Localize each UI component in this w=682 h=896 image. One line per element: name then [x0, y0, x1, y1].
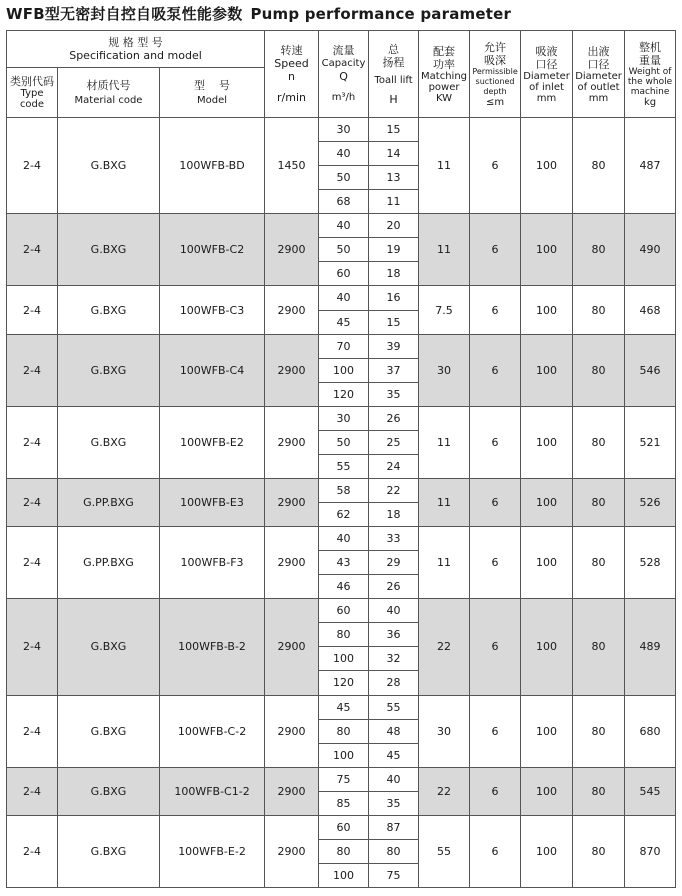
capacity-cell: 55 [319, 454, 369, 478]
depth-cell: 6 [470, 527, 521, 599]
lift-cell: 48 [369, 719, 419, 743]
type-code-cell: 2-4 [7, 406, 58, 478]
type-code-cell: 2-4 [7, 214, 58, 286]
material-code-cell: G.BXG [58, 214, 160, 286]
lift-cell: 40 [369, 767, 419, 791]
speed-cell: 2900 [265, 214, 319, 286]
capacity-cell: 62 [319, 503, 369, 527]
speed-cell: 1450 [265, 118, 319, 214]
capacity-cell: 100 [319, 743, 369, 767]
page-title [6, 3, 676, 25]
lift-cell: 24 [369, 454, 419, 478]
table-row [7, 406, 676, 430]
inlet-cell: 100 [521, 214, 573, 286]
lift-cell: 14 [369, 142, 419, 166]
type-code-cell: 2-4 [7, 118, 58, 214]
lift-cell: 80 [369, 839, 419, 863]
lift-cell: 36 [369, 623, 419, 647]
capacity-header: 流量 Capacity Q m³/h [319, 31, 369, 118]
table-row [7, 767, 676, 791]
weight-cell: 468 [625, 286, 676, 334]
lift-cell: 15 [369, 310, 419, 334]
model-cell: 100WFB-E-2 [160, 815, 265, 887]
weight-cell: 680 [625, 695, 676, 767]
title-en: Pump performance parameter [250, 5, 512, 23]
power-cell: 30 [419, 334, 470, 406]
capacity-cell: 68 [319, 190, 369, 214]
weight-cell: 528 [625, 527, 676, 599]
material-code-cell: G.BXG [58, 406, 160, 478]
inlet-cell: 100 [521, 286, 573, 334]
depth-cell: 6 [470, 214, 521, 286]
outlet-cell: 80 [573, 118, 625, 214]
inlet-cell: 100 [521, 478, 573, 526]
outlet-cell: 80 [573, 695, 625, 767]
speed-cell: 2900 [265, 406, 319, 478]
capacity-cell: 60 [319, 815, 369, 839]
lift-cell: 26 [369, 406, 419, 430]
weight-header: 整机 重量 Weight of the whole machine kg [625, 31, 676, 118]
lift-cell: 28 [369, 671, 419, 695]
material-code-cell: G.BXG [58, 118, 160, 214]
weight-cell: 521 [625, 406, 676, 478]
capacity-cell: 60 [319, 599, 369, 623]
outlet-cell: 80 [573, 815, 625, 887]
type-code-header: 类别代码 Type code [7, 68, 58, 118]
spec-header: 规 格 型 号 Specification and model [7, 31, 265, 68]
capacity-cell: 50 [319, 430, 369, 454]
outlet-cell: 80 [573, 286, 625, 334]
depth-cell: 6 [470, 118, 521, 214]
table-row [7, 118, 676, 142]
lift-cell: 39 [369, 334, 419, 358]
material-code-cell: G.BXG [58, 599, 160, 695]
performance-table [6, 30, 676, 888]
weight-cell: 490 [625, 214, 676, 286]
speed-cell: 2900 [265, 599, 319, 695]
capacity-cell: 80 [319, 839, 369, 863]
lift-cell: 33 [369, 527, 419, 551]
capacity-cell: 70 [319, 334, 369, 358]
capacity-cell: 40 [319, 527, 369, 551]
outlet-header: 出液 口径 Diameter of outlet mm [573, 31, 625, 118]
speed-cell: 2900 [265, 695, 319, 767]
speed-cell: 2900 [265, 334, 319, 406]
lift-cell: 13 [369, 166, 419, 190]
depth-cell: 6 [470, 815, 521, 887]
power-cell: 7.5 [419, 286, 470, 334]
capacity-cell: 80 [319, 623, 369, 647]
capacity-cell: 80 [319, 719, 369, 743]
inlet-cell: 100 [521, 599, 573, 695]
table-row [7, 695, 676, 719]
capacity-cell: 30 [319, 118, 369, 142]
lift-cell: 25 [369, 430, 419, 454]
material-code-cell: G.PP.BXG [58, 527, 160, 599]
lift-cell: 45 [369, 743, 419, 767]
weight-cell: 546 [625, 334, 676, 406]
capacity-cell: 58 [319, 478, 369, 502]
table-row [7, 478, 676, 502]
speed-cell: 2900 [265, 767, 319, 815]
weight-cell: 870 [625, 815, 676, 887]
power-cell: 30 [419, 695, 470, 767]
type-code-cell: 2-4 [7, 695, 58, 767]
speed-cell: 2900 [265, 527, 319, 599]
power-cell: 11 [419, 214, 470, 286]
model-cell: 100WFB-E2 [160, 406, 265, 478]
capacity-cell: 46 [319, 575, 369, 599]
lift-cell: 15 [369, 118, 419, 142]
lift-cell: 35 [369, 382, 419, 406]
speed-cell: 2900 [265, 815, 319, 887]
model-cell: 100WFB-C3 [160, 286, 265, 334]
type-code-cell: 2-4 [7, 334, 58, 406]
lift-cell: 22 [369, 478, 419, 502]
outlet-cell: 80 [573, 478, 625, 526]
table-row [7, 214, 676, 238]
depth-cell: 6 [470, 334, 521, 406]
speed-header: 转速 Speed n r/min [265, 31, 319, 118]
power-cell: 22 [419, 599, 470, 695]
model-cell: 100WFB-C2 [160, 214, 265, 286]
inlet-cell: 100 [521, 815, 573, 887]
lift-cell: 20 [369, 214, 419, 238]
model-cell: 100WFB-B-2 [160, 599, 265, 695]
type-code-cell: 2-4 [7, 478, 58, 526]
capacity-cell: 45 [319, 310, 369, 334]
lift-cell: 16 [369, 286, 419, 310]
material-code-cell: G.BXG [58, 695, 160, 767]
type-code-cell: 2-4 [7, 815, 58, 887]
model-cell: 100WFB-C1-2 [160, 767, 265, 815]
weight-cell: 545 [625, 767, 676, 815]
weight-cell: 526 [625, 478, 676, 526]
inlet-header: 吸液 口径 Diameter of inlet mm [521, 31, 573, 118]
power-cell: 11 [419, 118, 470, 214]
model-cell: 100WFB-C4 [160, 334, 265, 406]
material-code-cell: G.BXG [58, 767, 160, 815]
outlet-cell: 80 [573, 214, 625, 286]
power-cell: 11 [419, 406, 470, 478]
title-cn: WFB型无密封自控自吸泵性能参数 [6, 5, 243, 23]
lift-cell: 75 [369, 863, 419, 887]
capacity-cell: 50 [319, 166, 369, 190]
inlet-cell: 100 [521, 695, 573, 767]
speed-cell: 2900 [265, 286, 319, 334]
lift-cell: 32 [369, 647, 419, 671]
depth-header: 允许 吸深 Permissible suctioned depth ≤m [470, 31, 521, 118]
table-row [7, 334, 676, 358]
type-code-cell: 2-4 [7, 527, 58, 599]
capacity-cell: 100 [319, 358, 369, 382]
power-cell: 11 [419, 478, 470, 526]
capacity-cell: 30 [319, 406, 369, 430]
lift-cell: 11 [369, 190, 419, 214]
lift-cell: 35 [369, 791, 419, 815]
depth-cell: 6 [470, 695, 521, 767]
inlet-cell: 100 [521, 527, 573, 599]
model-cell: 100WFB-E3 [160, 478, 265, 526]
type-code-cell: 2-4 [7, 599, 58, 695]
lift-cell: 37 [369, 358, 419, 382]
lift-cell: 18 [369, 262, 419, 286]
type-code-cell: 2-4 [7, 286, 58, 334]
table-body [7, 118, 676, 888]
outlet-cell: 80 [573, 334, 625, 406]
depth-cell: 6 [470, 406, 521, 478]
material-code-cell: G.BXG [58, 334, 160, 406]
capacity-cell: 45 [319, 695, 369, 719]
model-header: 型 号 Model [160, 68, 265, 118]
material-code-cell: G.BXG [58, 815, 160, 887]
lift-cell: 19 [369, 238, 419, 262]
lift-cell: 29 [369, 551, 419, 575]
capacity-cell: 100 [319, 863, 369, 887]
outlet-cell: 80 [573, 599, 625, 695]
capacity-cell: 85 [319, 791, 369, 815]
outlet-cell: 80 [573, 767, 625, 815]
weight-cell: 487 [625, 118, 676, 214]
model-cell: 100WFB-C-2 [160, 695, 265, 767]
capacity-cell: 43 [319, 551, 369, 575]
inlet-cell: 100 [521, 334, 573, 406]
capacity-cell: 40 [319, 142, 369, 166]
lift-cell: 26 [369, 575, 419, 599]
depth-cell: 6 [470, 286, 521, 334]
table-row [7, 286, 676, 310]
inlet-cell: 100 [521, 767, 573, 815]
table-row [7, 599, 676, 623]
lift-cell: 55 [369, 695, 419, 719]
inlet-cell: 100 [521, 406, 573, 478]
power-header: 配套 功率 Matching power KW [419, 31, 470, 118]
lift-cell: 87 [369, 815, 419, 839]
capacity-cell: 40 [319, 214, 369, 238]
depth-cell: 6 [470, 478, 521, 526]
power-cell: 11 [419, 527, 470, 599]
lift-cell: 18 [369, 503, 419, 527]
capacity-cell: 100 [319, 647, 369, 671]
material-code-cell: G.BXG [58, 286, 160, 334]
material-code-cell: G.PP.BXG [58, 478, 160, 526]
capacity-cell: 120 [319, 671, 369, 695]
capacity-cell: 60 [319, 262, 369, 286]
type-code-cell: 2-4 [7, 767, 58, 815]
outlet-cell: 80 [573, 406, 625, 478]
material-code-header: 材质代号 Material code [58, 68, 160, 118]
power-cell: 22 [419, 767, 470, 815]
weight-cell: 489 [625, 599, 676, 695]
lift-cell: 40 [369, 599, 419, 623]
lift-header: 总 扬程 Toall lift H [369, 31, 419, 118]
capacity-cell: 40 [319, 286, 369, 310]
model-cell: 100WFB-BD [160, 118, 265, 214]
capacity-cell: 75 [319, 767, 369, 791]
capacity-cell: 50 [319, 238, 369, 262]
inlet-cell: 100 [521, 118, 573, 214]
table-row [7, 527, 676, 551]
speed-cell: 2900 [265, 478, 319, 526]
power-cell: 55 [419, 815, 470, 887]
model-cell: 100WFB-F3 [160, 527, 265, 599]
table-row [7, 815, 676, 839]
capacity-cell: 120 [319, 382, 369, 406]
depth-cell: 6 [470, 767, 521, 815]
depth-cell: 6 [470, 599, 521, 695]
outlet-cell: 80 [573, 527, 625, 599]
